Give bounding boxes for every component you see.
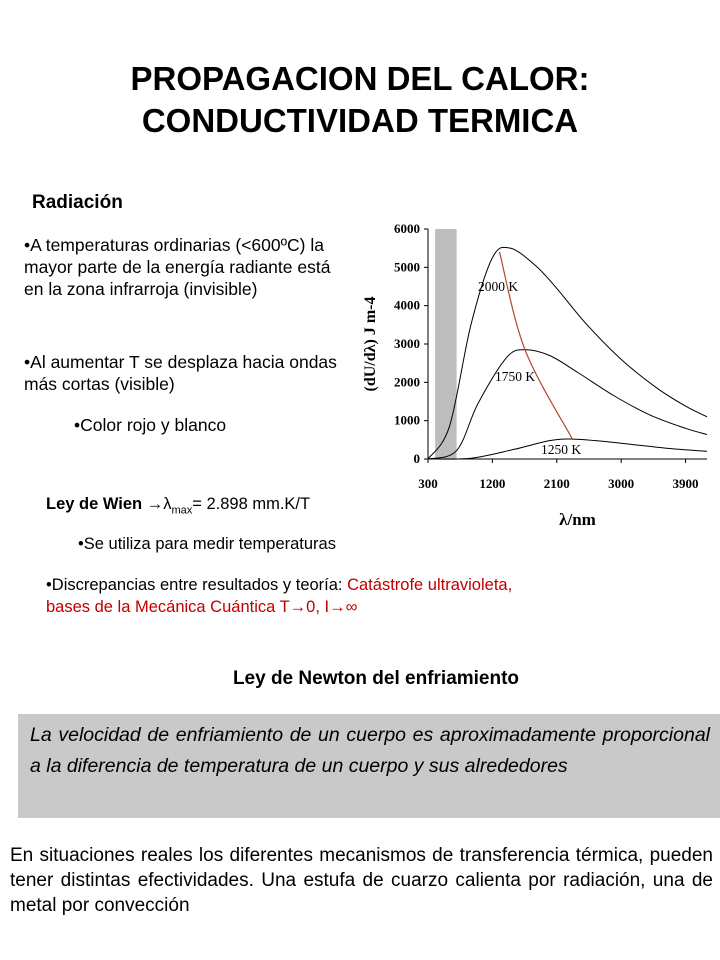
disc-text: Discrepancias entre resultados y teoría: xyxy=(51,576,348,594)
x-tick-label: 1200 xyxy=(479,476,506,491)
title-line-2: CONDUCTIVIDAD TERMICA xyxy=(141,102,579,139)
visible-band xyxy=(435,229,456,459)
series-label-0: 2000 K xyxy=(478,279,519,294)
disc-infinity: ∞ xyxy=(345,598,358,616)
y-tick-label: 0 xyxy=(413,451,420,466)
radiacion-bullet-2: •Al aumentar T se desplaza hacia ondas más cortas (visible) xyxy=(24,352,337,394)
wien-sub: max xyxy=(171,504,193,517)
radiacion-bullet-1: •A temperaturas ordinarias (<600ºC) la mayor parte de la energía radiante está en la zona infrarroja (invisible) xyxy=(24,235,331,299)
newton-text: La velocidad de enfriamiento de un cuerpo es aproximadamente proporcional a la diferencia de temperatura de un cuerpo y sus alrededores xyxy=(30,724,710,777)
page-title xyxy=(0,58,720,142)
series-label-2: 1250 K xyxy=(541,442,582,457)
final-paragraph: En situaciones reales los diferentes mecanismos de transferencia térmica, pueden tener distintas efectividades. Una estufa de cuarzo calienta por radiación, una de metal por convección xyxy=(10,845,713,916)
radiacion-bullet-3-text: Color rojo y blanco xyxy=(80,415,227,435)
disc-red-1: Catástrofe ultravioleta, xyxy=(347,576,513,594)
planck-chart xyxy=(355,210,720,530)
plot-area xyxy=(362,221,707,529)
y-axis-label: (dU/dλ) J m-4 xyxy=(362,296,379,392)
radiacion-bullet-2-text: Al aumentar T se desplaza hacia ondas más cortas (visible) xyxy=(24,352,337,394)
newton-heading: Ley de Newton del enfriamiento xyxy=(232,668,520,689)
y-tick-label: 6000 xyxy=(394,221,420,236)
wien-bullet-text: Se utiliza para medir temperaturas xyxy=(83,535,336,553)
x-axis-label: λ/nm xyxy=(559,510,596,529)
title-line-1: PROPAGACION DEL CALOR: xyxy=(130,60,590,97)
radiacion-heading: Radiación xyxy=(32,192,123,213)
wien-lambda: λ xyxy=(163,495,172,513)
wien-arrow-icon: → xyxy=(146,495,164,513)
x-tick-label: 2100 xyxy=(543,476,570,491)
discrepancias-bullet: •Discrepancias entre resultados y teoría: Catástrofe ultravioleta, bases de la Mecánica Cuántica T→0, I→∞ xyxy=(46,576,513,616)
y-tick-label: 5000 xyxy=(394,259,420,275)
disc-red-3: 0, I xyxy=(306,598,330,616)
wien-label: Ley de Wien xyxy=(46,495,143,513)
y-tick-label: 2000 xyxy=(394,374,420,390)
disc-red-2: bases de la Mecánica Cuántica T xyxy=(46,598,290,616)
x-tick-label: 300 xyxy=(418,476,438,491)
wien-law xyxy=(46,495,310,516)
x-tick-label: 3900 xyxy=(672,476,699,491)
radiacion-bullet-3: •Color rojo y blanco xyxy=(74,415,227,435)
x-tick-label: 3000 xyxy=(608,476,635,491)
series-label-1: 1750 K xyxy=(495,369,536,384)
disc-arrow-icon-2: → xyxy=(329,598,346,616)
disc-arrow-icon-1: → xyxy=(289,598,307,616)
series-line-0 xyxy=(428,247,707,459)
radiacion-bullet-1-text: A temperaturas ordinarias (<600ºC) la mayor parte de la energía radiante está en la zona infrarroja (invisible) xyxy=(24,235,331,299)
wien-formula: = 2.898 mm.K/T xyxy=(192,495,311,513)
wien-bullet: •Se utiliza para medir temperaturas xyxy=(78,535,336,553)
y-tick-label: 4000 xyxy=(394,297,420,313)
y-tick-label: 1000 xyxy=(394,412,420,428)
y-tick-label: 3000 xyxy=(394,336,420,351)
